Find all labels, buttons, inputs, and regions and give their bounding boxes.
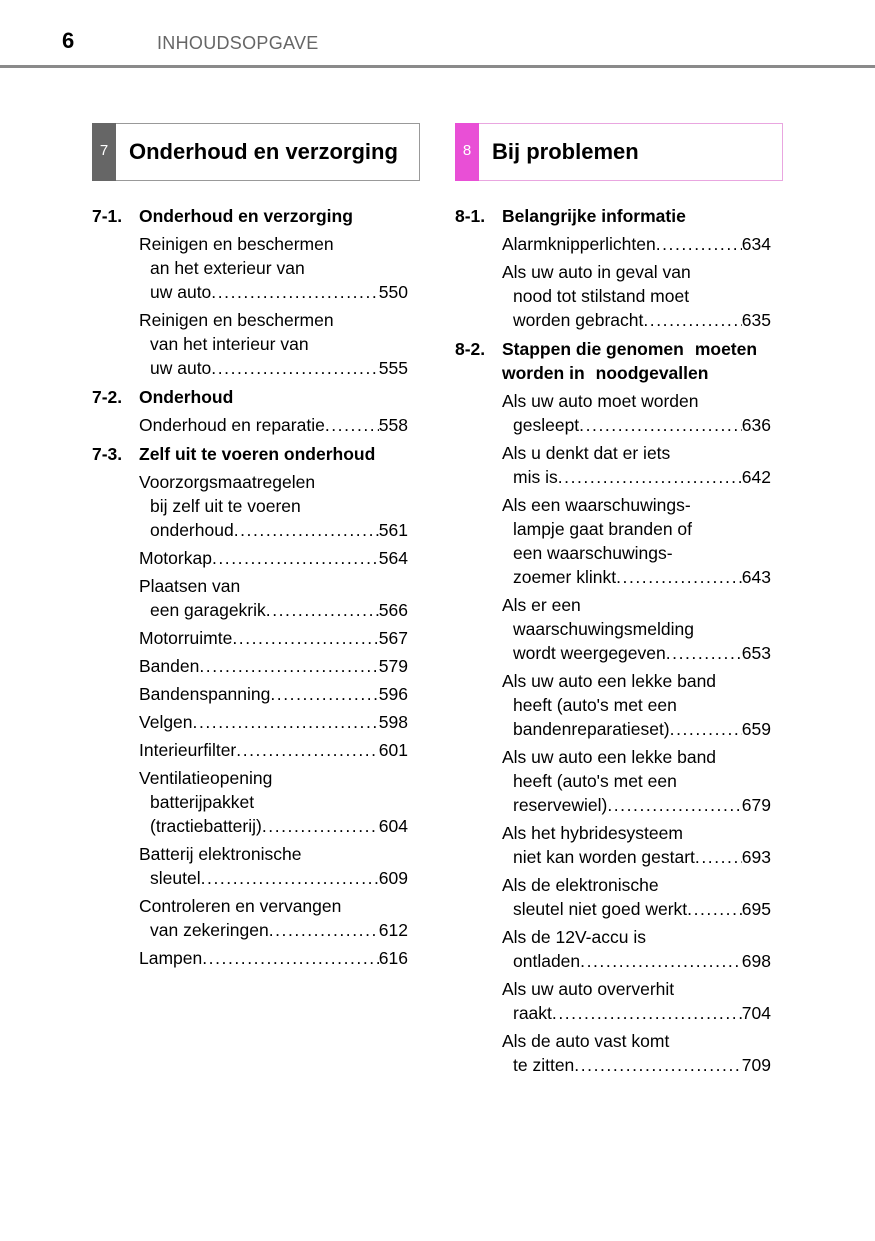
chapter-7-toc: [92, 204, 408, 970]
entry-text-line: Als uw auto oververhit: [502, 979, 675, 999]
entry-text-line: reservewiel): [513, 795, 608, 815]
entry-page-number[interactable]: 579: [378, 656, 408, 676]
toc-entry[interactable]: [139, 626, 408, 650]
entry-text-line: Als uw auto in geval van: [502, 262, 691, 282]
entry-text-line: nood tot stilstand moet: [513, 286, 690, 306]
entry-last-line: [139, 626, 408, 650]
entry-text-line: niet kan worden gestart: [513, 847, 695, 867]
entry-page-number[interactable]: 616: [378, 948, 408, 968]
entry-page-number[interactable]: 659: [741, 719, 771, 739]
entry-page-number[interactable]: 695: [741, 899, 771, 919]
dot-leader: [201, 866, 379, 890]
entry-text-line: (tractiebatterij): [150, 816, 262, 836]
entry-text-line: mis is: [513, 467, 558, 487]
entry-page-number[interactable]: 679: [741, 795, 771, 815]
entry-last-line: [502, 793, 771, 817]
section-number: 7-3.: [92, 444, 123, 464]
entry-text-line: gesleept: [513, 415, 580, 435]
dot-leader: [193, 710, 379, 734]
entry-page-number[interactable]: 643: [741, 567, 771, 587]
toc-entry[interactable]: [502, 593, 771, 665]
entry-text-line: heeft (auto's met een: [513, 695, 677, 715]
entry-last-line: [502, 232, 771, 256]
entry-last-line: [139, 413, 408, 437]
dot-leader: [643, 308, 741, 332]
toc-entry[interactable]: [502, 821, 771, 869]
entry-page-number[interactable]: 642: [741, 467, 771, 487]
entry-text-line: worden gebracht: [513, 310, 644, 330]
entry-page-number[interactable]: 612: [378, 920, 408, 940]
entry-text-line: Velgen: [139, 712, 193, 732]
entry-text-line: Onderhoud en reparatie: [139, 415, 325, 435]
entry-text-line: Reinigen en beschermen: [139, 234, 334, 254]
entry-text-line: wordt weergegeven: [513, 643, 666, 663]
section-title-line: Zelf uit te voeren onderhoud: [139, 444, 376, 464]
toc-entry[interactable]: [502, 669, 771, 741]
entry-last-line: [139, 738, 408, 762]
entry-page-number[interactable]: 634: [741, 234, 771, 254]
dot-leader: [656, 232, 742, 256]
entry-last-line: [139, 598, 408, 622]
entry-text-line: Als er een: [502, 595, 581, 615]
section-title-line: noodgevallen: [595, 363, 709, 383]
dot-leader: [232, 626, 378, 650]
entry-page-number[interactable]: 609: [378, 868, 408, 888]
entry-text-line: Batterij elektronische: [139, 844, 302, 864]
chapter-8-heading[interactable]: [455, 123, 783, 181]
dot-leader: [270, 682, 378, 706]
entry-page-number[interactable]: 561: [378, 520, 408, 540]
entry-text-line: van zekeringen: [150, 920, 269, 940]
entry-last-line: [139, 946, 408, 970]
chapter-8-title: Bij problemen: [492, 139, 639, 164]
dot-leader: [552, 1001, 742, 1025]
toc-entry[interactable]: [139, 574, 408, 622]
chapter-7-tab: 7: [92, 123, 116, 181]
dot-leader: [574, 1053, 742, 1077]
entry-last-line: [139, 654, 408, 678]
entry-page-number[interactable]: 596: [378, 684, 408, 704]
toc-entry[interactable]: [502, 493, 771, 589]
section-title-line: moeten worden in: [502, 339, 758, 383]
entry-page-number[interactable]: 555: [378, 358, 408, 378]
toc-entry[interactable]: [139, 546, 408, 570]
chapter-7-heading[interactable]: [92, 123, 420, 181]
dot-leader: [687, 897, 742, 921]
toc-entry[interactable]: [502, 260, 771, 332]
section-title: [502, 337, 771, 385]
dot-leader: [262, 814, 379, 838]
page-number: 6: [62, 28, 75, 53]
toc-entry[interactable]: [502, 745, 771, 817]
toc-entry[interactable]: [139, 682, 408, 706]
section-heading[interactable]: [92, 442, 408, 466]
entry-last-line: [139, 518, 408, 542]
entry-page-number[interactable]: 566: [378, 600, 408, 620]
dot-leader: [211, 280, 379, 304]
section-heading[interactable]: [92, 385, 408, 409]
entry-page-number[interactable]: 550: [378, 282, 408, 302]
entry-text-line: Als uw auto een lekke band: [502, 747, 717, 767]
toc-entry[interactable]: [502, 232, 771, 256]
section-number: 8-1.: [455, 206, 486, 226]
entry-text-line: Reinigen en beschermen: [139, 310, 334, 330]
entry-page-number[interactable]: 709: [741, 1055, 771, 1075]
entry-last-line: [502, 949, 771, 973]
entry-last-line: [139, 814, 408, 838]
entry-last-line: [502, 308, 771, 332]
entry-page-number[interactable]: 564: [378, 548, 408, 568]
entry-page-number[interactable]: 604: [378, 816, 408, 836]
entry-last-line: [502, 1001, 771, 1025]
toc-entry[interactable]: [139, 308, 408, 380]
section-title-line: Stappen die genomen: [502, 339, 684, 359]
entry-text-line: Motorkap: [139, 548, 212, 568]
section-number: 8-2.: [455, 339, 486, 359]
entry-text-line: bandenreparatieset): [513, 719, 670, 739]
entry-text-line: uw auto: [150, 358, 212, 378]
entry-page-number[interactable]: 601: [378, 740, 408, 760]
toc-entry[interactable]: [502, 441, 771, 489]
entry-last-line: [139, 866, 408, 890]
toc-entry[interactable]: [139, 766, 408, 838]
entry-page-number[interactable]: 598: [378, 712, 408, 732]
entry-text-line: Banden: [139, 656, 200, 676]
dot-leader: [269, 918, 379, 942]
entry-text-line: Als uw auto moet worden: [502, 391, 699, 411]
section-heading[interactable]: [455, 204, 771, 228]
entry-text-line: waarschuwingsmelding: [513, 619, 694, 639]
section-title: [139, 442, 375, 466]
entry-text-line: sleutel niet goed werkt: [513, 899, 688, 919]
dot-leader: [202, 946, 379, 970]
toc-entry[interactable]: [139, 738, 408, 762]
toc-entry[interactable]: [139, 470, 408, 542]
entry-text-line: Alarmknipperlichten: [502, 234, 656, 254]
dot-leader: [211, 356, 379, 380]
entry-last-line: [502, 897, 771, 921]
toc-entry[interactable]: [502, 977, 771, 1025]
entry-text-line: sleutel: [150, 868, 201, 888]
entry-last-line: [502, 1053, 771, 1077]
dot-leader: [266, 598, 379, 622]
section-title-line: Onderhoud en verzorging: [139, 206, 353, 226]
section-title: [139, 385, 233, 409]
entry-text-line: uw auto: [150, 282, 212, 302]
entry-last-line: [502, 413, 771, 437]
chapter-7-title: Onderhoud en verzorging: [129, 139, 398, 164]
entry-text-line: onderhoud: [150, 520, 234, 540]
entry-last-line: [502, 565, 771, 589]
dot-leader: [607, 793, 741, 817]
entry-last-line: [139, 918, 408, 942]
entry-text-line: ontladen: [513, 951, 581, 971]
entry-text-line: batterijpakket: [150, 792, 255, 812]
dot-leader: [212, 546, 379, 570]
toc-entry[interactable]: [139, 842, 408, 890]
toc-entry[interactable]: [139, 946, 408, 970]
entry-text-line: van het interieur van: [150, 334, 309, 354]
entry-text-line: Lampen: [139, 948, 203, 968]
dot-leader: [666, 641, 742, 665]
entry-text-line: Controleren en vervangen: [139, 896, 342, 916]
entry-text-line: Motorruimte: [139, 628, 233, 648]
section-title-line: Onderhoud: [139, 387, 234, 407]
entry-last-line: [502, 641, 771, 665]
entry-last-line: [502, 717, 771, 741]
toc-entry[interactable]: [139, 232, 408, 304]
toc-entry[interactable]: [139, 413, 408, 437]
toc-entry[interactable]: [139, 894, 408, 942]
entry-text-line: Als de auto vast komt: [502, 1031, 670, 1051]
toc-entry[interactable]: [502, 925, 771, 973]
entry-text-line: een waarschuwings-: [513, 543, 673, 563]
entry-page-number[interactable]: 635: [741, 310, 771, 330]
entry-text-line: Als de elektronische: [502, 875, 659, 895]
entry-text-line: Als u denkt dat er iets: [502, 443, 671, 463]
section-title-line: Belangrijke informatie: [502, 206, 686, 226]
dot-leader: [199, 654, 378, 678]
dot-leader: [579, 413, 742, 437]
entry-text-line: heeft (auto's met een: [513, 771, 677, 791]
section-number: 7-1.: [92, 206, 123, 226]
section-title: [139, 204, 353, 228]
dot-leader: [234, 518, 379, 542]
entry-text-line: raakt: [513, 1003, 552, 1023]
dot-leader: [580, 949, 742, 973]
section-heading[interactable]: [455, 337, 771, 385]
entry-last-line: [139, 710, 408, 734]
chapter-8-toc: [455, 204, 771, 1077]
entry-page-number[interactable]: 558: [378, 415, 408, 435]
entry-page-number[interactable]: 693: [741, 847, 771, 867]
dot-leader: [558, 465, 742, 489]
entry-last-line: [502, 845, 771, 869]
section-number: 7-2.: [92, 387, 123, 407]
dot-leader: [616, 565, 742, 589]
entry-text-line: bij zelf uit te voeren: [150, 496, 301, 516]
entry-text-line: an het exterieur van: [150, 258, 305, 278]
section-title: [502, 204, 686, 228]
entry-text-line: Interieurfilter: [139, 740, 237, 760]
toc-entry[interactable]: [139, 710, 408, 734]
section-heading[interactable]: [92, 204, 408, 228]
toc-entry[interactable]: [502, 873, 771, 921]
entry-page-number[interactable]: 636: [741, 415, 771, 435]
entry-text-line: lampje gaat branden of: [513, 519, 693, 539]
entry-page-number[interactable]: 704: [741, 1003, 771, 1023]
entry-last-line: [139, 280, 408, 304]
header-rule: [0, 65, 875, 68]
dot-leader: [236, 738, 379, 762]
entry-text-line: een garagekrik: [150, 600, 266, 620]
entry-text-line: Plaatsen van: [139, 576, 241, 596]
entry-last-line: [139, 682, 408, 706]
dot-leader: [695, 845, 742, 869]
entry-last-line: [139, 546, 408, 570]
entry-text-line: te zitten: [513, 1055, 575, 1075]
entry-text-line: Als uw auto een lekke band: [502, 671, 717, 691]
entry-text-line: Als het hybridesysteem: [502, 823, 683, 843]
entry-page-number[interactable]: 698: [741, 951, 771, 971]
entry-text-line: Ventilatieopening: [139, 768, 273, 788]
toc-entry[interactable]: [502, 389, 771, 437]
entry-last-line: [502, 465, 771, 489]
entry-text-line: Als een waarschuwings-: [502, 495, 691, 515]
entry-text-line: zoemer klinkt: [513, 567, 617, 587]
dot-leader: [670, 717, 742, 741]
chapter-8-tab: 8: [455, 123, 479, 181]
entry-page-number[interactable]: 653: [741, 643, 771, 663]
entry-page-number[interactable]: 567: [378, 628, 408, 648]
dot-leader: [325, 413, 379, 437]
running-title: INHOUDSOPGAVE: [157, 33, 319, 53]
toc-entry[interactable]: [139, 654, 408, 678]
toc-entry[interactable]: [502, 1029, 771, 1077]
entry-last-line: [139, 356, 408, 380]
entry-text-line: Voorzorgsmaatregelen: [139, 472, 316, 492]
entry-text-line: Bandenspanning: [139, 684, 271, 704]
entry-text-line: Als de 12V-accu is: [502, 927, 646, 947]
